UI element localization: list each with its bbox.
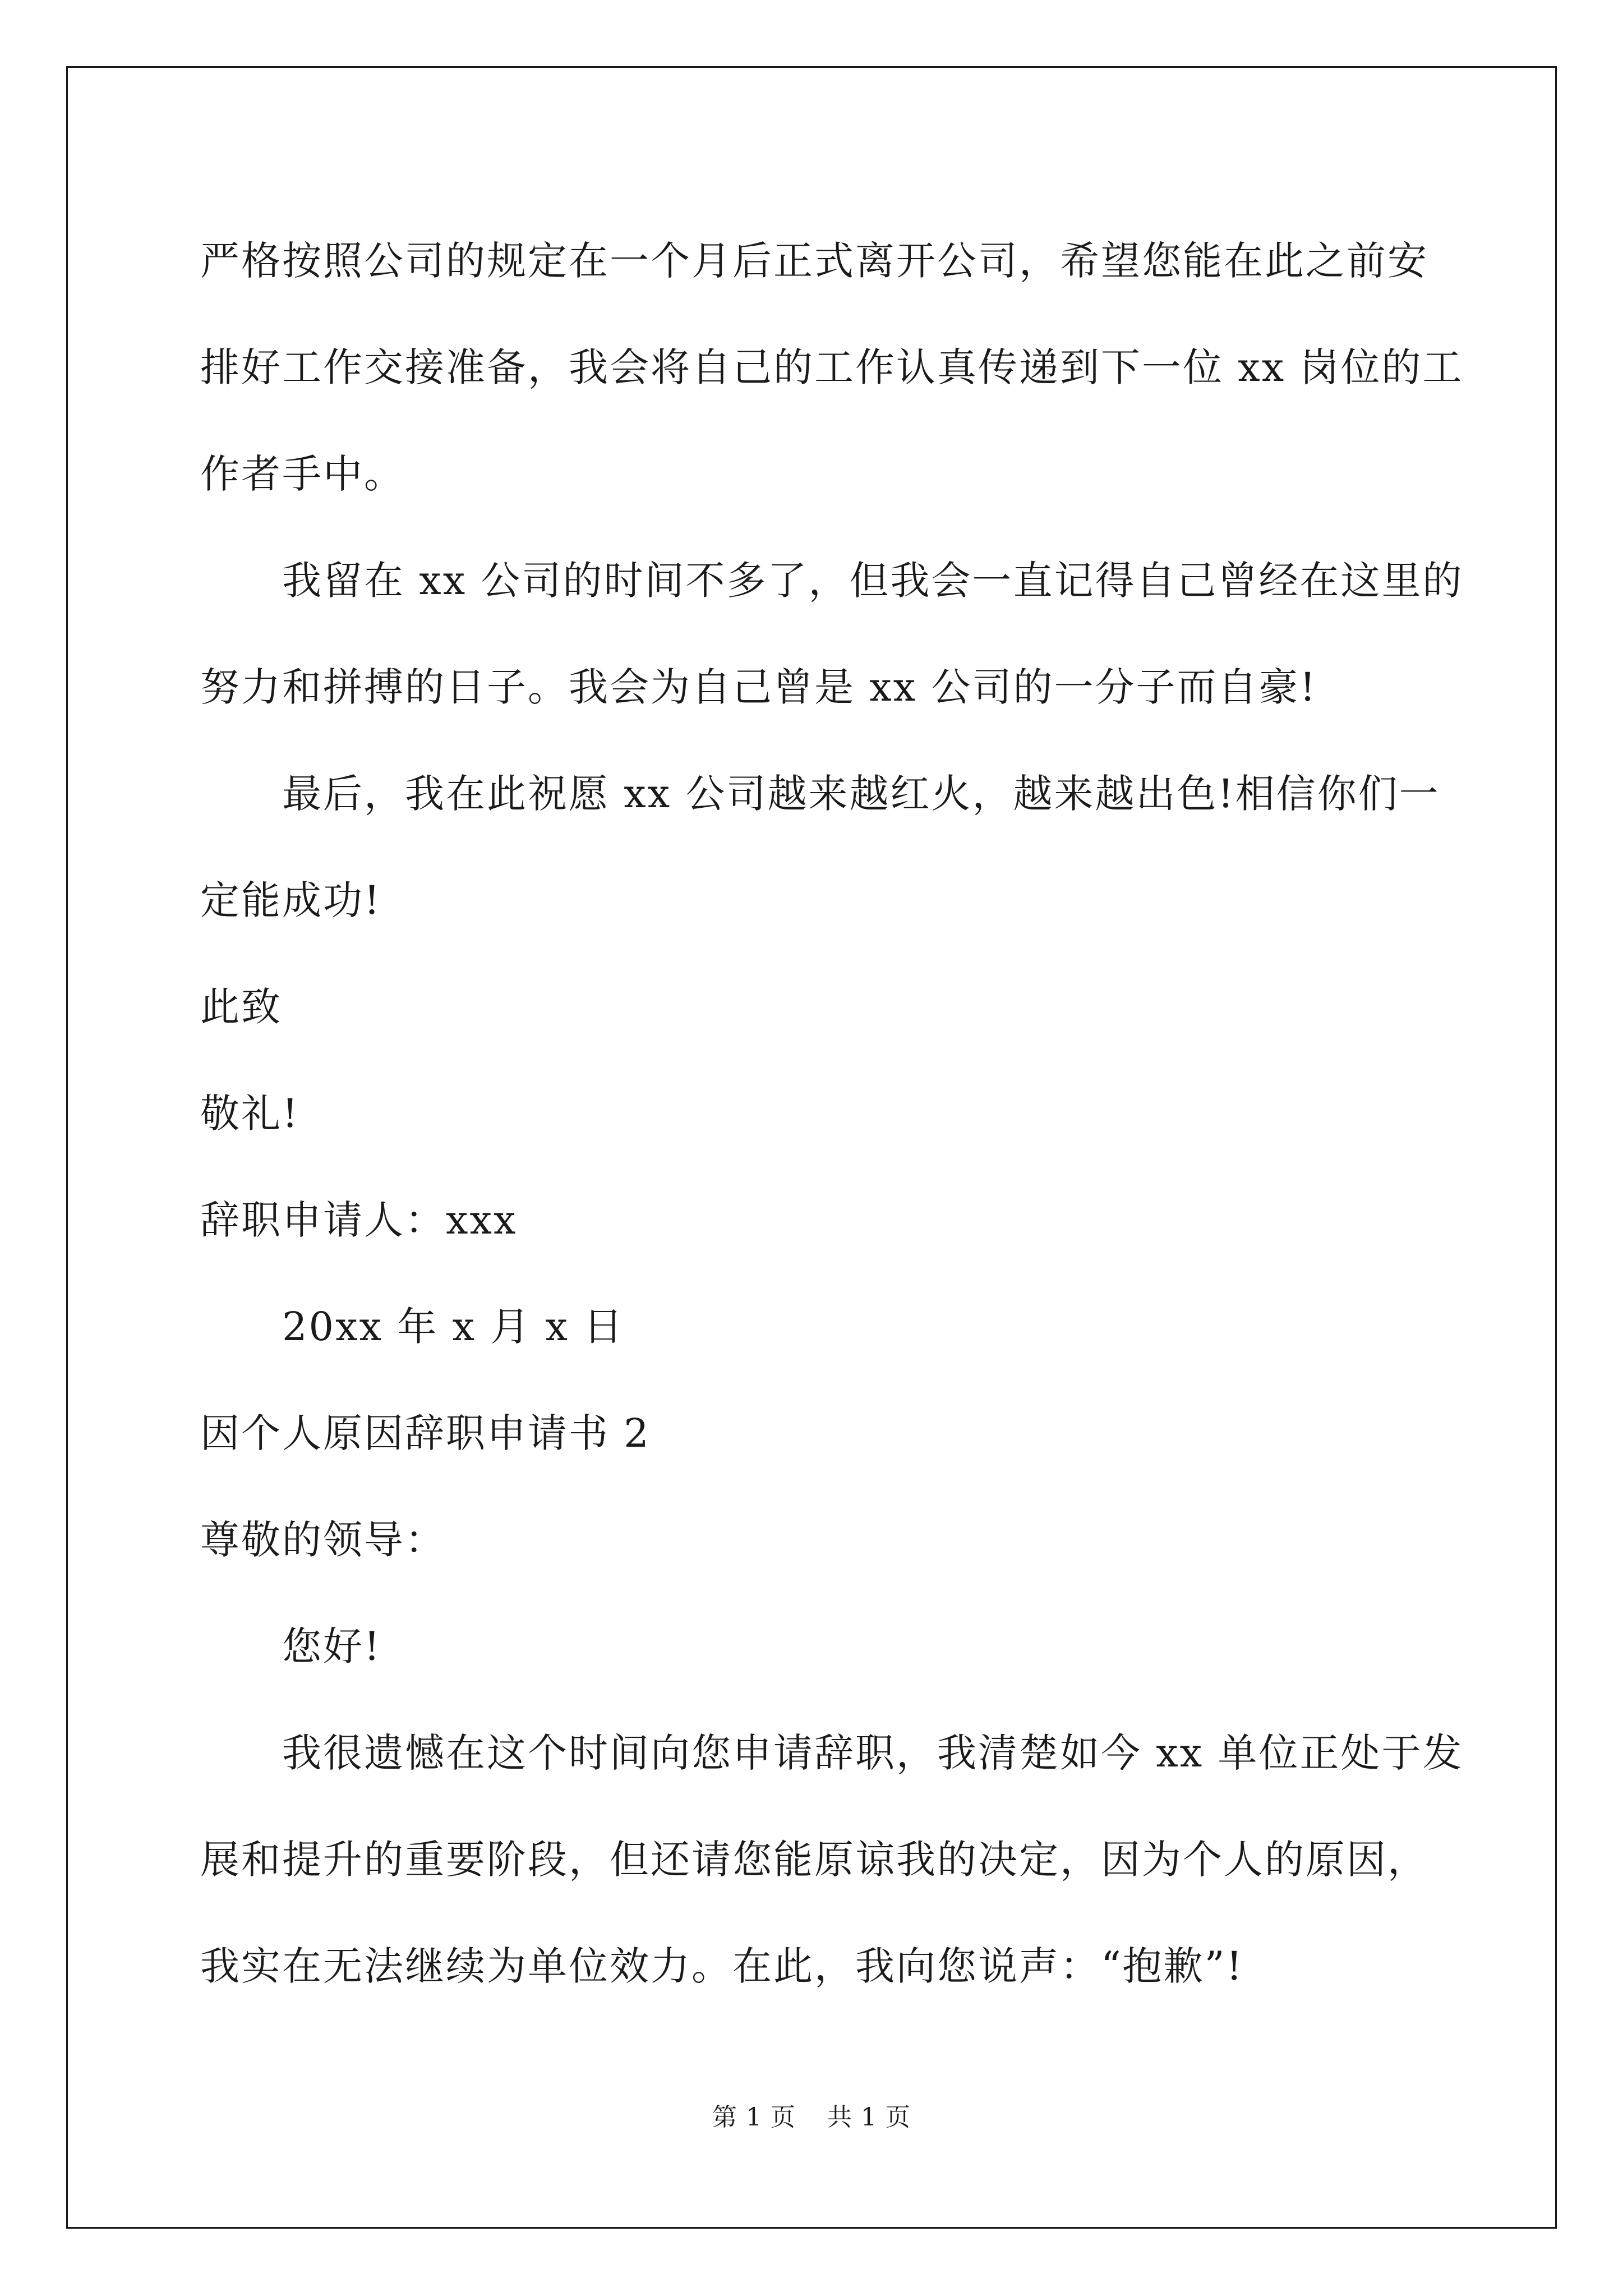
text-line: 作者手中。 [200,451,405,497]
closing-salutation: 此致 [200,984,282,1030]
text-line: 我实在无法继续为单位效力。在此，我向您说声：“抱歉”! [200,1943,1244,1989]
page-footer [0,2097,1623,2133]
greeting: 您好! [282,1623,382,1669]
page-count: 共 1 页 [827,2103,911,2132]
section-heading: 因个人原因辞职申请书 2 [200,1410,651,1456]
closing-regards: 敬礼! [200,1091,300,1137]
text-line: 严格按照公司的规定在一个月后正式离开公司，希望您能在此之前安 [200,238,1428,284]
paragraph-start: 我留在 xx 公司的时间不多了，但我会一直记得自己曾经在这里的 [282,558,1464,604]
document-body [200,208,1464,2019]
text-line: 定能成功! [200,877,382,923]
greeting-recipient: 尊敬的领导： [200,1517,446,1563]
text-line: 展和提升的重要阶段，但还请您能原谅我的决定，因为个人的原因， [200,1837,1428,1883]
paragraph-start: 我很遗憾在这个时间向您申请辞职，我清楚如今 xx 单位正处于发 [282,1730,1464,1776]
paragraph-start: 最后，我在此祝愿 xx 公司越来越红火，越来越出色!相信你们一 [282,771,1440,817]
letter-date: 20xx 年 x 月 x 日 [282,1304,625,1350]
text-line: 努力和拼搏的日子。我会为自己曾是 xx 公司的一分子而自豪! [200,664,1317,710]
text-line: 排好工作交接准备，我会将自己的工作认真传递到下一位 xx 岗位的工 [200,344,1464,390]
page-number: 第 1 页 [712,2103,796,2132]
applicant-signature: 辞职申请人：xxx [200,1197,518,1243]
